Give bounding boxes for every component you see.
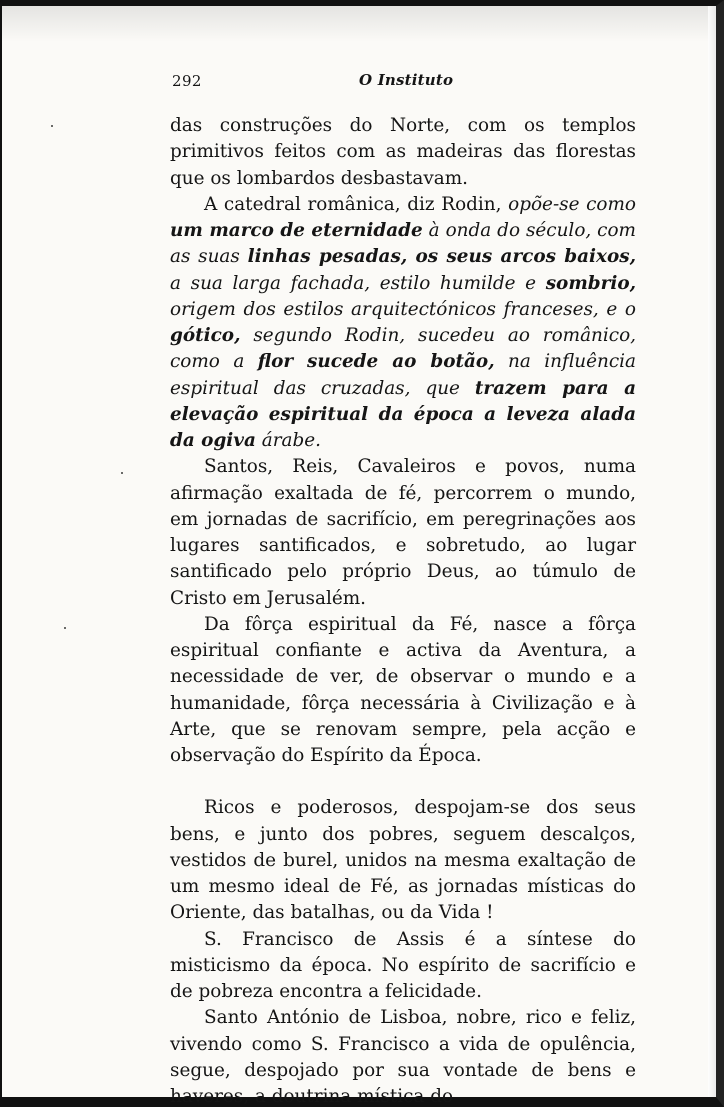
quote-part-13: árabe. [255, 430, 321, 451]
margin-dot [64, 627, 66, 629]
paragraph-2-intro: A catedral românica, diz Rodin, [204, 193, 509, 215]
paragraph-1: das construções do Norte, com os templos primitivos feitos com as madeiras das florestas que os lombardos desbastavam. [170, 115, 636, 189]
paragraph-2 [170, 192, 636, 455]
quote-part-7: origem dos estilos arquitectónicos franceses, e o [170, 298, 636, 320]
paragraph-4: Da fôrça espiritual da Fé, nasce a fôrça espiritual confiante e activa da Aventura, a necessidade de ver, de observar o mundo e a humanidade, fôrça necessária à Civilização e à Arte, que se renovam sempre, pela acção e observação do Espírito da Época. [170, 613, 636, 766]
quote-part-5: a sua larga fachada, estilo humilde e [170, 272, 546, 294]
quote-part-8: gótico, [170, 325, 241, 346]
quote-part-11: na influência espiritual das cruzadas, que [170, 351, 636, 399]
running-title: O Instituto [359, 71, 454, 89]
quote-part-4: linhas pesadas, os seus arcos baixos, [247, 246, 636, 268]
page-number: 292 [172, 72, 202, 90]
margin-dot [121, 472, 123, 474]
margin-dot [51, 125, 53, 127]
paragraph-5: Ricos e poderosos, despojam-se dos seus bens, e junto dos pobres, seguem descalços, vestidos de burel, unidos na mesma exaltação de um mesmo ideal de Fé, as jornadas místicas do Oriente, das batalhas, ou da Vida ! [170, 797, 636, 924]
page-content [170, 113, 636, 1107]
quote-part-2: um marco de eternidade [170, 220, 423, 241]
quote-part-6: sombrio, [545, 272, 636, 294]
quote-part-3: à onda do século, com as suas [170, 220, 636, 268]
paragraph-7: Santo António de Lisboa, nobre, rico e feliz, vivendo como S. Francisco a vida de opulência, segue, despojado por sua vontade de bens e haveres, a doutrina mística do [170, 1007, 636, 1107]
quote-part-12: trazem para a elevação espiritual da época a leveza alada da ogiva [170, 377, 636, 451]
paragraph-6: S. Francisco de Assis é a síntese do misticismo da época. No espírito de sacrifício e de pobreza encontra a felicidade. [170, 928, 636, 1002]
paragraph-3: Santos, Reis, Cavaleiros e povos, numa afirmação exaltada de fé, percorrem o mundo, em jornadas de sacrifício, em peregrinações aos lugares santificados, e sobretudo, ao lugar santificado pelo próprio Deus, ao túmulo de Cristo em Jerusalém. [170, 456, 636, 609]
quote-part-9: segundo Rodin, sucedeu ao românico, como a [170, 325, 636, 373]
quote-part-1: opõe-se como [508, 193, 636, 215]
quote-part-10: flor sucede ao botão, [257, 351, 495, 373]
